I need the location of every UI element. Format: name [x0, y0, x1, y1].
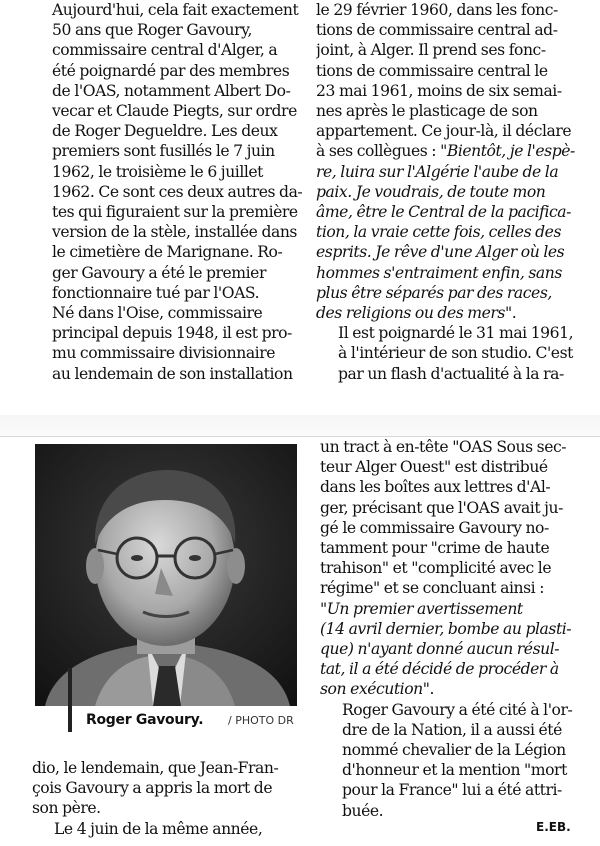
text-line: commissaire central d'Alger, a — [52, 41, 278, 60]
quote-line: (14 avril dernier, bombe au plasti- — [320, 619, 572, 638]
text-line: version de la stèle, installée dans — [52, 223, 297, 242]
paragraph-honours — [320, 700, 592, 821]
text-line: un tract à en-tête "OAS Sous sec- — [320, 438, 567, 456]
text-line — [316, 303, 592, 323]
quote-run: "Bientôt, je l'espè- — [440, 142, 575, 161]
text-line: appartement. Ce jour-là, il déclare — [316, 122, 572, 141]
text-line: principal depuis 1948, il est pro- — [52, 324, 292, 343]
text-line: de Roger Degueldre. Les deux — [52, 122, 278, 141]
text-line: été poignardé par des membres — [52, 61, 290, 80]
paragraph-radio — [32, 758, 306, 819]
portrait-image — [35, 444, 297, 706]
text-line: premiers sont fusillés le 7 juin — [52, 142, 275, 161]
text-line: joint, à Alger. Il prend ses fonc- — [316, 41, 546, 60]
paragraph-career — [30, 303, 306, 384]
paragraph-tract — [320, 437, 592, 700]
quote-line: re, luira sur l'Algérie l'aube de la — [316, 162, 559, 181]
text-line: 1962, le troisième le 6 juillet — [52, 162, 263, 181]
paragraph-stabbing — [316, 323, 592, 384]
quote-line: esprits. Je rêve d'une Alger où les — [316, 243, 565, 262]
text-line: au lendemain de son installation — [52, 364, 293, 383]
text-line: Le 4 juin de la même année, — [54, 819, 263, 838]
text-run: . — [511, 304, 517, 323]
text-line: le 29 février 1960, dans les fonc- — [316, 1, 558, 19]
scan-gap — [0, 415, 600, 437]
quote-run: son exécution" — [320, 680, 430, 699]
quote-line: hommes s'entraiment enfin, sans — [316, 263, 562, 282]
paragraph-june — [32, 819, 306, 839]
text-run: à ses collègues : — [316, 142, 441, 161]
text-line: gé le commissaire Gavoury no- — [320, 518, 549, 537]
portrait-photo — [35, 444, 297, 706]
text-line: buée. — [342, 801, 384, 820]
photo-caption — [68, 706, 308, 734]
quote-run: des religions ou des mers" — [316, 304, 512, 323]
top-left-column — [30, 0, 306, 384]
text-line — [320, 679, 592, 699]
text-line: ger, précisant que l'OAS avait ju- — [320, 498, 563, 517]
text-line: dre de la Nation, il a aussi été — [342, 720, 562, 739]
text-line: tes qui figuraient sur la première — [52, 203, 298, 222]
text-line: 50 ans que Roger Gavoury, — [52, 21, 252, 40]
text-line: nes après le plasticage de son — [316, 102, 538, 121]
author-signature: E.EB. — [536, 820, 571, 834]
caption-name: Roger Gavoury. — [86, 712, 204, 728]
bottom-right-column — [320, 437, 592, 821]
text-line: le cimetière de Marignane. Ro- — [52, 243, 283, 262]
text-line: vecar et Claude Piegts, sur ordre — [52, 102, 297, 121]
text-line: son père. — [32, 799, 101, 818]
text-line: Né dans l'Oise, commissaire — [52, 304, 263, 323]
text-line: çois Gavoury a appris la mort de — [32, 779, 273, 798]
text-line: de l'OAS, notamment Albert Do- — [52, 81, 291, 100]
text-line: teur Alger Ouest" est distribué — [320, 458, 548, 477]
text-line: dio, le lendemain, que Jean-Fran- — [32, 759, 279, 777]
quote-line: que) n'ayant donné aucun résul- — [320, 640, 560, 659]
paragraph-anniversary — [30, 0, 306, 303]
text-line: 1962. Ce sont ces deux autres da- — [52, 182, 303, 201]
quote-line: plus être séparés par des races, — [316, 283, 552, 302]
text-run: . — [429, 680, 434, 699]
text-line: trahison" et "complicité avec le — [320, 559, 552, 578]
bottom-left-column — [32, 758, 306, 839]
text-line: dans les boîtes aux lettres d'Al- — [320, 478, 551, 497]
text-line: Roger Gavoury a été cité à l'or- — [342, 700, 573, 719]
text-line: Il est poignardé le 31 mai 1961, — [338, 324, 574, 343]
text-line: 23 mai 1961, moins de six semai- — [316, 81, 562, 100]
text-line: par un flash d'actualité à la ra- — [338, 364, 564, 383]
caption-bar — [68, 668, 72, 732]
text-line: mu commissaire divisionnaire — [52, 344, 275, 363]
text-line: tions de commissaire central le — [316, 61, 548, 80]
text-line: tions de commissaire central ad- — [316, 21, 558, 40]
quote-line: paix. Je voudrais, de toute mon — [316, 182, 546, 201]
quote-line: "Un premier avertissement — [320, 599, 523, 618]
top-right-column — [316, 0, 592, 384]
text-line — [316, 141, 592, 161]
photo-credit: / PHOTO DR — [228, 714, 294, 727]
text-line: nommé chevalier de la Légion — [342, 741, 566, 760]
quote-line: tat, il a été décidé de procéder à — [320, 660, 559, 679]
text-line: tamment pour "crime de haute — [320, 539, 550, 558]
text-line: pour la France" lui a été attri- — [342, 781, 562, 800]
text-line: d'honneur et la mention "mort — [342, 761, 567, 780]
text-line: régime" et se concluant ainsi : — [320, 579, 545, 598]
quote-line: tion, la vraie cette fois, celles des — [316, 223, 562, 242]
text-line: ger Gavoury a été le premier — [52, 263, 266, 282]
text-line: fonctionnaire tué par l'OAS. — [52, 283, 260, 302]
text-line: à l'intérieur de son studio. C'est — [338, 344, 573, 363]
quote-line: âme, être le Central de la pacifica- — [316, 203, 571, 222]
text-line: Aujourd'hui, cela fait exactement — [52, 1, 299, 19]
paragraph-appointment — [316, 0, 592, 323]
